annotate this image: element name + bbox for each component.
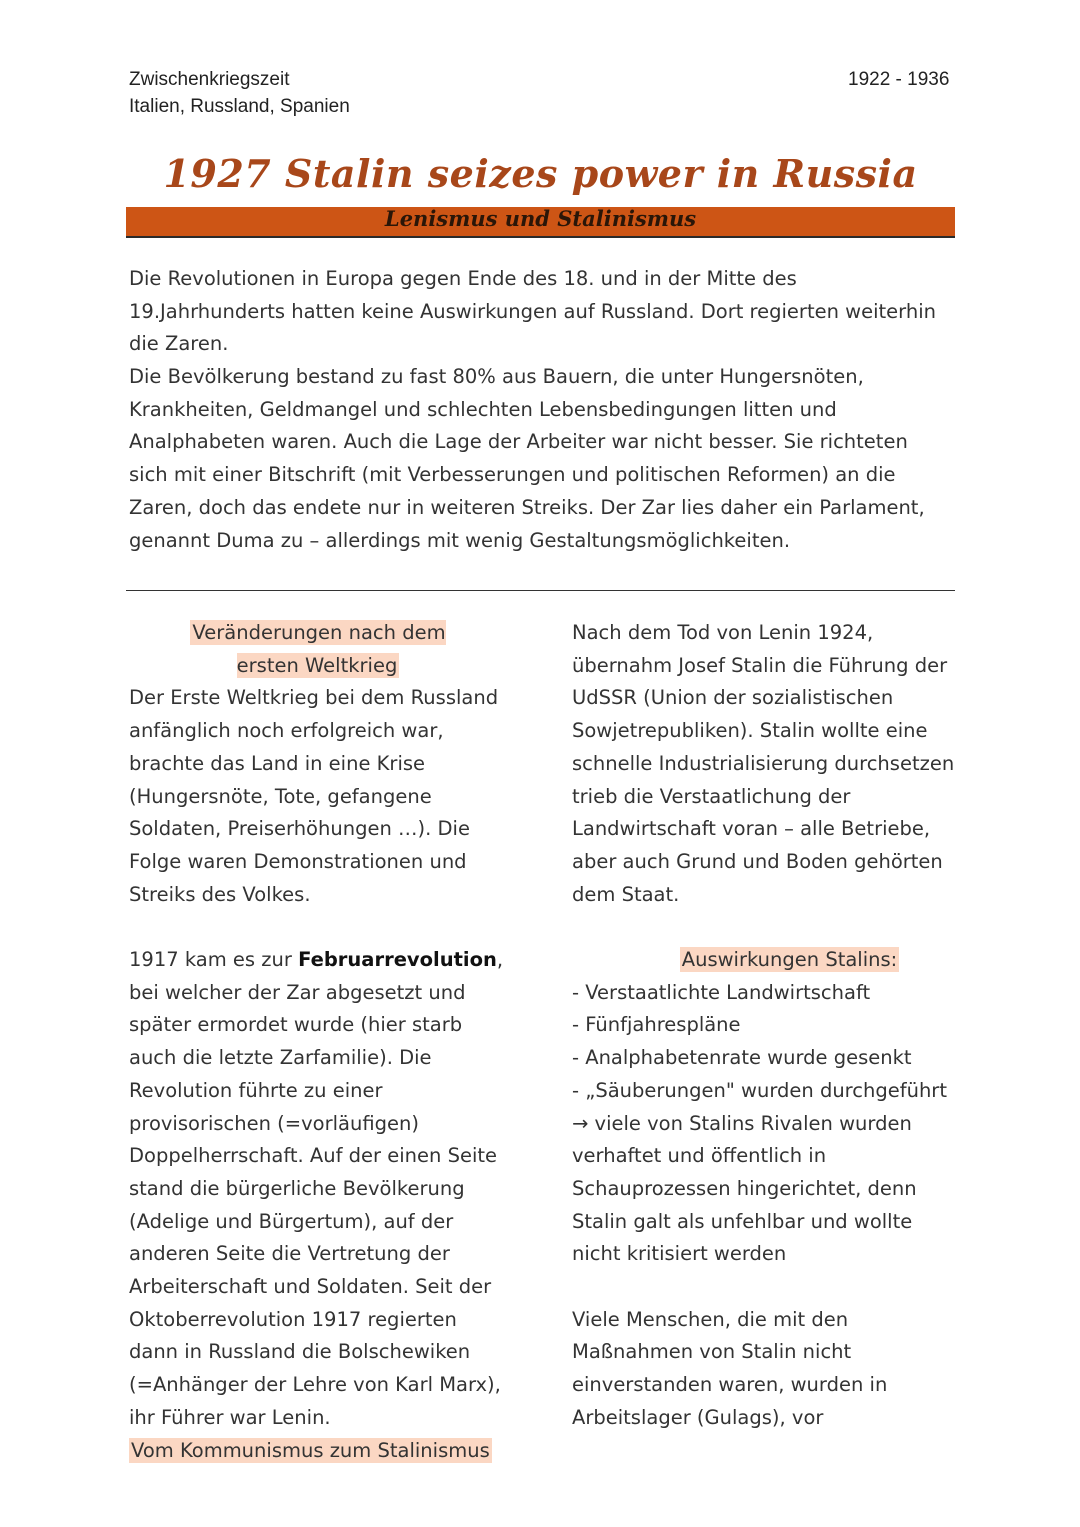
list-item: - Fünfjahrespläne (572, 1013, 741, 1037)
list-item: - „Säuberungen" wurden durchgeführt → viele von Stalins Rivalen wurden verhaftet und öffentlich in Schauprozessen hingerichtet, denn Stalin galt als unfehlbar und wollte nicht kritisiert werden (572, 1078, 947, 1266)
left-column (129, 617, 507, 1467)
left-heading: Veränderungen nach dem ersten Weltkrieg (192, 621, 446, 677)
left-paragraph-1: Der Erste Weltkrieg bei dem Russland anfänglich noch erfolgreich war, brachte das Land in eine Krise (Hungersnöte, Tote, gefangene Soldaten, Preiserhöhungen …). Die Folge waren Demonstrationen und Streiks des Volkes. (129, 686, 499, 906)
intro-paragraph-1: Die Revolutionen in Europa gegen Ende des 18. und in der Mitte des 19.Jahrhunderts hatten keine Auswirkungen auf Russland. Dort regierten weiterhin die Zaren. (129, 267, 936, 356)
years-label: 1922 - 1936 (848, 69, 950, 90)
left-heading-wrap (129, 617, 507, 682)
left-p2-after: , bei welcher der Zar abgesetzt und später ermordet wurde (hier starb auch die letzte Zarfamilie). Die Revolution führte zu einer provisorischen (=vorläufigen) Doppelherrschaft. Auf der einen Seite stand die bürgerliche Bevölkerung (Adelige und Bürgertum), auf der anderen Seite die Vertretung der Arbeiterschaft und Soldaten. Seit der Oktoberrevolution 1917 regierten dann in Russland die Bolschewiken (=Anhänger der Lehre von Karl Marx), ihr Führer war Lenin. (129, 948, 504, 1429)
document-header-left (129, 66, 350, 120)
right-heading-wrap (572, 944, 957, 977)
right-paragraph-2: Viele Menschen, die mit den Maßnahmen von Stalin nicht einverstanden waren, wurden in Arbeitslager (Gulags), vor (572, 1307, 888, 1429)
left-paragraph-2 (129, 944, 507, 1435)
right-column (572, 617, 957, 1435)
section-divider (126, 590, 955, 591)
intro-paragraph-2: Die Bevölkerung bestand zu fast 80% aus Bauern, die unter Hungersnöten, Krankheiten, Geldmangel und schlechten Lebensbedingungen litten und Analphabeten waren. Auch die Lage der Arbeiter war nicht besser. Sie richteten sich mit einer Bitschrift (mit Verbesserungen und politischen Reformen) an die Zaren, doch das endete nur in weiteren Streiks. Der Zar lies daher ein Parlament, genannt Duma zu – allerdings mit wenig Gestaltungsmöglichkeiten. (129, 365, 925, 552)
list-item: - Analphabetenrate wurde gesenkt (572, 1046, 912, 1070)
left-p2-before: 1917 kam es zur (129, 948, 299, 972)
subject-label: Zwischenkriegszeit (129, 69, 290, 90)
right-heading: Auswirkungen Stalins: (681, 948, 898, 972)
februarrevolution-term: Februarrevolution (298, 948, 497, 972)
page-title: 1927 Stalin seizes power in Russia (163, 151, 918, 196)
left-heading-2: Vom Kommunismus zum Stalinismus (131, 1438, 490, 1462)
countries-label: Italien, Russland, Spanien (129, 96, 350, 117)
subtitle-text: Lenismus und Stalinismus (384, 206, 697, 231)
right-paragraph-1: Nach dem Tod von Lenin 1924, übernahm Josef Stalin die Führung der UdSSR (Union der sozialistischen Sowjetrepubliken). Stalin wollte eine schnelle Industrialisierung durchsetzen trieb die Verstaatlichung der Landwirtschaft voran – alle Betriebe, aber auch Grund und Boden gehörten dem Staat. (572, 621, 955, 906)
left-heading2-wrap (129, 1435, 507, 1468)
list-item: - Verstaatlichte Landwirtschaft (572, 980, 871, 1004)
subtitle-banner (126, 207, 955, 238)
